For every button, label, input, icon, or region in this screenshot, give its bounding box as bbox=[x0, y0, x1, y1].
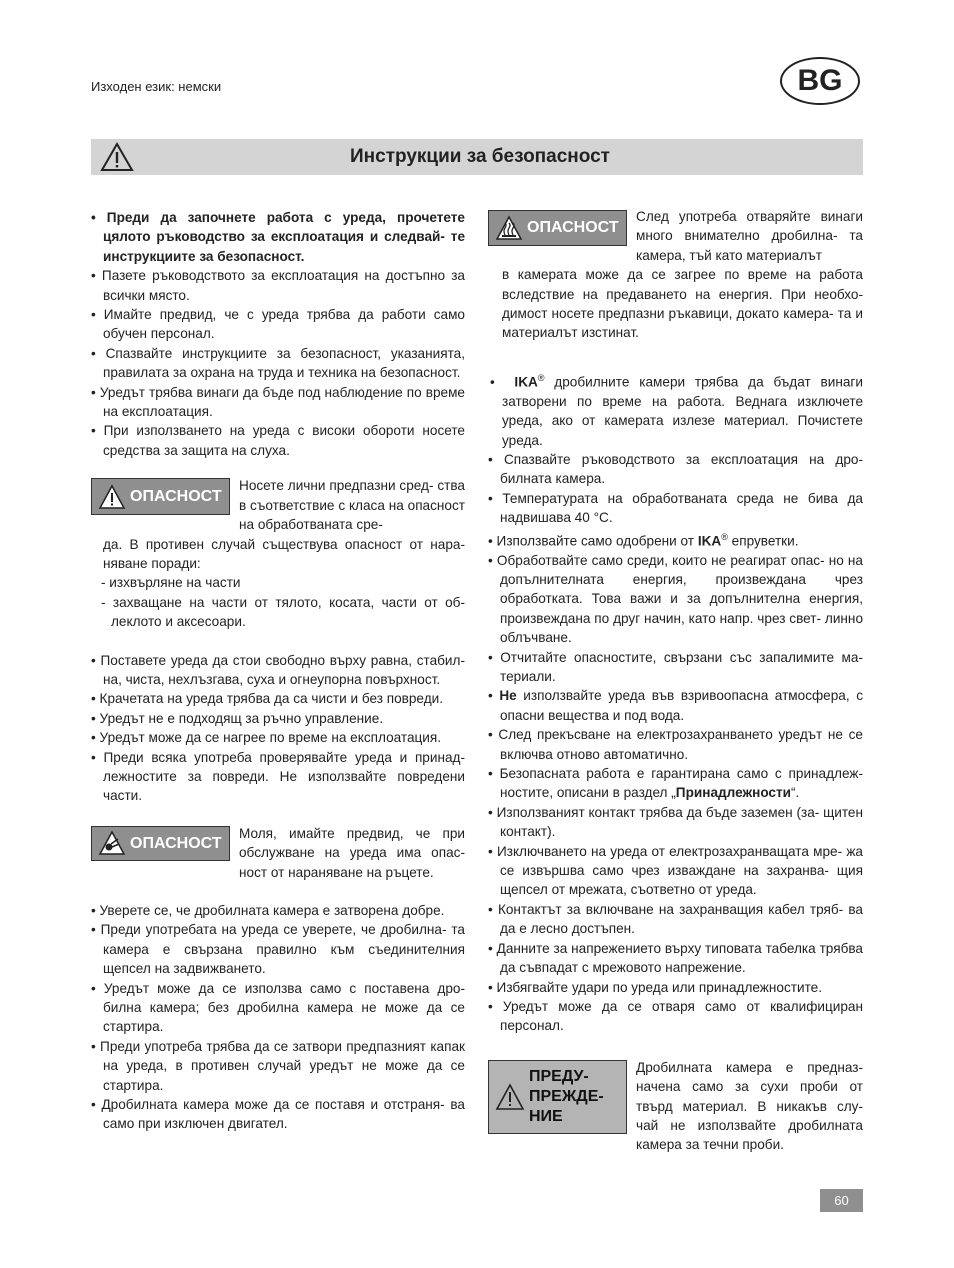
list-item: • Преди употребата на уреда се уверете, че дробилна- та камера е свързана правилно към съединителния щепсел на задвижването. bbox=[91, 922, 465, 977]
list-item: • Преди употреба трябва да се затвори предпазният капак на уреда, в противен случай уредът не може да се стартира. bbox=[91, 1038, 465, 1093]
chamber-list bbox=[91, 901, 465, 1134]
danger-notice-2 bbox=[91, 824, 465, 882]
list-item: • Пазете ръководството за експлоатация на достъпно за всички място. bbox=[91, 268, 465, 303]
danger-label-box bbox=[91, 478, 230, 515]
list-item: • Уредът може да се използва само с поставена дро- билна камера; без дробилна камера не може да се стартира. bbox=[91, 980, 465, 1035]
hot-surface-icon bbox=[495, 215, 523, 241]
list-item: • Уредът трябва винаги да бъде под наблюдение по време на експлоатация. bbox=[91, 384, 465, 420]
list-item: • Поставете уреда да стои свободно върху равна, стабил- на, чиста, нехлъзгава, суха и огнеупорна повърхност. bbox=[91, 652, 465, 687]
list-item: • Спазвайте инструкциите за безопасност, указанията, правилата за охрана на труда и техника на безопасност. bbox=[91, 345, 465, 381]
setup-list bbox=[91, 651, 465, 806]
source-language: Изходен език: немски bbox=[91, 79, 222, 94]
list-item: • При използването на уреда с високи обороти носете средства за защита на слуха. bbox=[91, 423, 465, 458]
list-item: • Уверете се, че дробилната камера е затворена добре. bbox=[91, 903, 445, 918]
danger-notice-3 bbox=[488, 207, 863, 265]
list-item: • Спазвайте ръководството за експлоатация на дро- билната камера. bbox=[488, 452, 863, 487]
list-item: • Крачетата на уреда трябва да са чисти и без повреди. bbox=[91, 691, 444, 707]
danger-text-cont: в камерата може да се загрее по време на работа вследствие на предаването на енергия. При необхо- димост носете предпазни ръкавици, докато камера- та и материалът изстинат. bbox=[502, 267, 863, 341]
dash-item: - захващане на части от тялото, косата, части от об- леклото и аксесоари. bbox=[101, 594, 465, 630]
list-item: • Използваният контакт трябва да бъде заземен (за- щитен контакт). bbox=[488, 804, 863, 840]
warning-label-box bbox=[488, 1060, 627, 1134]
list-item: • Използвайте само одобрени от IKA® епруветки. bbox=[488, 531, 799, 549]
danger-text-cont: да. В противен случай съществува опасност от нара- няване поради: bbox=[103, 536, 465, 571]
general-list bbox=[91, 266, 465, 460]
intro-paragraph: • Преди да започнете работа с уреда, прочетете цялото ръководство за експлоатация и следвай- те инструкциите за безопасност. bbox=[91, 210, 465, 264]
language-badge: BG bbox=[780, 57, 860, 105]
list-item: • Уредът не е подходящ за ръчно управление. bbox=[91, 710, 384, 726]
danger-notice-1 bbox=[91, 476, 465, 534]
list-item: • Данните за напрежението върху типовата табелка трябва да съвпадат с мрежовото напрежение. bbox=[488, 940, 863, 976]
list-item: • Избягвайте удари по уреда или принадлежностите. bbox=[488, 979, 822, 995]
hand-injury-icon bbox=[98, 830, 126, 856]
warning-triangle-icon bbox=[98, 484, 126, 510]
danger-label-box bbox=[91, 826, 230, 861]
list-item: • Уредът може да се отваря само от квалифициран персонал. bbox=[488, 998, 863, 1034]
right-column bbox=[488, 207, 863, 1155]
danger-text: Носете лични предпазни сред- ства в съответствие с класа на опасност на обработваната сре- bbox=[239, 478, 465, 533]
danger-label-box bbox=[488, 210, 627, 246]
list-item: • Безопасната работа е гарантирана само с принадлеж- ностите, описани в раздел „Принадлежности“. bbox=[488, 766, 863, 801]
danger-text: Моля, имайте предвид, че при обслужване на уреда има опас- ност от нараняване на ръцете. bbox=[239, 825, 465, 880]
dash-item: - изхвърляне на части bbox=[101, 575, 241, 591]
page-title: Инструкции за безопасност bbox=[350, 146, 610, 167]
list-item: • Имайте предвид, че с уреда трябва да работи само обучен персонал. bbox=[91, 307, 465, 342]
list-item: • Отчитайте опасностите, свързани със запалимите ма- териали. bbox=[488, 649, 863, 684]
section-title-bar bbox=[91, 139, 863, 175]
list-item: • Не използвайте уреда във взривоопасна атмосфера, с опасни вещества и под вода. bbox=[488, 688, 863, 723]
warning-triangle-icon bbox=[97, 142, 137, 172]
page-number: 60 bbox=[820, 1189, 863, 1212]
list-item: • Преди всяка употреба проверявайте уреда и принад- лежностите за повреди. Не използвайте повредени части. bbox=[91, 749, 465, 804]
list-item: • Температурата на обработваната среда не бива да надвишава 40 °C. bbox=[488, 490, 863, 526]
list-item: • Дробилната камера може да се поставя и отстраня- ва само при изключен двигател. bbox=[91, 1097, 465, 1132]
list-item: • Уредът може да се нагрее по време на експлоатация. bbox=[91, 730, 442, 746]
left-column bbox=[91, 208, 465, 1134]
danger-label: ОПАСНОСТ bbox=[130, 834, 222, 852]
list-item: • Обработвайте само среди, които не реагират опас- но на допълнителната енергия, произвеждана чрез обработката. Това важи и за допълнителна енергия, произвеждана по друг начин, като напр. чрез свет- линно облъчване. bbox=[488, 552, 863, 646]
warning-notice bbox=[488, 1058, 863, 1155]
danger-label: ОПАСНОСТ bbox=[527, 219, 619, 237]
list-item: • IKA® дробилните камери трябва да бъдат винаги затворени по време на работа. Веднага изключете уреда, ако от камерата излезе материал. Почистете уреда. bbox=[490, 372, 863, 448]
operation-list bbox=[488, 369, 863, 1036]
list-item: • Изключването на уреда от електрозахранващата мре- жа се извършва само чрез изваждане на захранва- щия щепсел от мрежата, съответно от уреда. bbox=[488, 843, 863, 898]
list-item: • Контактът за включване на захранващия кабел тряб- ва да е лесно достъпен. bbox=[488, 901, 863, 937]
warning-text: Дробилната камера е предназ- начена само за сухи проби от твърд материал. В никакъв слу- чай не използвайте дробилната камера за течни проби. bbox=[636, 1059, 863, 1153]
warning-triangle-icon bbox=[495, 1083, 525, 1111]
warning-label: ПРЕДУ- ПРЕЖДЕ- НИЕ bbox=[529, 1067, 604, 1125]
danger-text: След употреба отваряйте винаги много внимателно дробилна- та камера, тъй като материалът bbox=[636, 209, 863, 263]
list-item: • След прекъсване на електрозахранването уредът не се включва отново автоматично. bbox=[488, 727, 863, 762]
danger-label: ОПАСНОСТ bbox=[130, 488, 222, 506]
